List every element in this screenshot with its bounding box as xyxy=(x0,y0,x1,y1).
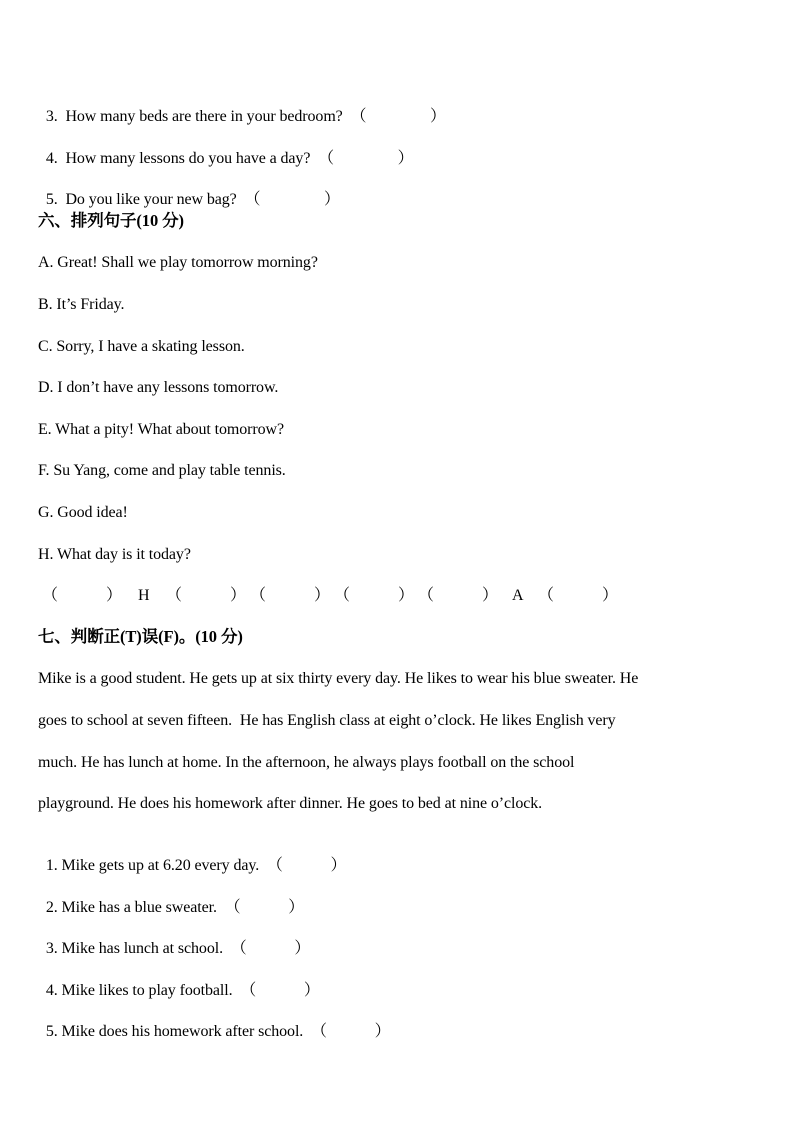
order-slot-4[interactable]: （ ） xyxy=(250,587,331,604)
order-slot-1[interactable]: （ ） xyxy=(42,587,123,604)
statement-2 xyxy=(38,878,304,918)
question-text: How many lessons do you have a day? xyxy=(65,150,311,167)
question-number: 3. xyxy=(45,108,58,125)
answer-blank[interactable]: （ ） xyxy=(240,982,320,999)
sentence-b: B. It’s Friday. xyxy=(38,296,125,313)
order-answer-row xyxy=(38,586,638,606)
statement-4 xyxy=(38,961,320,1001)
statement-1 xyxy=(38,836,346,876)
answer-blank[interactable]: （ ） xyxy=(266,857,347,874)
statement-text: 1. Mike gets up at 6.20 every day. xyxy=(45,857,260,874)
order-slot-2: H xyxy=(138,587,150,604)
sentence-a: A. Great! Shall we play tomorrow morning? xyxy=(38,254,318,271)
order-slot-8[interactable]: （ ） xyxy=(538,587,619,604)
statement-3 xyxy=(38,919,310,959)
order-slot-3[interactable]: （ ） xyxy=(166,587,247,604)
sentence-c: C. Sorry, I have a skating lesson. xyxy=(38,338,245,355)
passage-line-3: much. He has lunch at home. In the afternoon, he always plays football on the school xyxy=(38,754,575,771)
sentence-h: H. What day is it today? xyxy=(38,546,191,563)
section-7-heading: 七、判断正(T)误(F)。(10 分) xyxy=(38,627,243,646)
question-text: How many beds are there in your bedroom? xyxy=(65,108,343,125)
sentence-f: F. Su Yang, come and play table tennis. xyxy=(38,462,286,479)
statement-text: 5. Mike does his homework after school. xyxy=(45,1023,304,1040)
question-number: 4. xyxy=(45,150,58,167)
answer-blank[interactable]: （ ） xyxy=(224,899,305,916)
order-slot-6[interactable]: （ ） xyxy=(418,587,499,604)
passage-line-2: goes to school at seven fifteen. He has English class at eight o’clock. He likes English very xyxy=(38,712,616,729)
order-slot-5[interactable]: （ ） xyxy=(334,587,415,604)
sentence-g: G. Good idea! xyxy=(38,504,128,521)
question-5 xyxy=(38,170,340,210)
statement-text: 3. Mike has lunch at school. xyxy=(45,940,223,957)
answer-blank[interactable]: （ ） xyxy=(311,1023,391,1040)
question-4 xyxy=(38,129,414,169)
statement-text: 4. Mike likes to play football. xyxy=(45,982,233,999)
sentence-d: D. I don’t have any lessons tomorrow. xyxy=(38,379,279,396)
statement-text: 2. Mike has a blue sweater. xyxy=(45,899,217,916)
answer-blank[interactable]: （ ） xyxy=(318,150,414,167)
section-6-heading: 六、排列句子(10 分) xyxy=(38,211,184,230)
passage-line-1: Mike is a good student. He gets up at six thirty every day. He likes to wear his blue sweater. He xyxy=(38,670,639,687)
passage-line-4: playground. He does his homework after dinner. He goes to bed at nine o’clock. xyxy=(38,795,543,812)
order-slot-7: A xyxy=(512,587,524,604)
question-text: Do you like your new bag? xyxy=(65,191,237,208)
statement-5 xyxy=(38,1002,391,1042)
answer-blank[interactable]: （ ） xyxy=(350,108,446,125)
question-number: 5. xyxy=(45,191,58,208)
question-3 xyxy=(38,87,446,127)
answer-blank[interactable]: （ ） xyxy=(230,940,311,957)
sentence-e: E. What a pity! What about tomorrow? xyxy=(38,421,284,438)
answer-blank[interactable]: （ ） xyxy=(244,191,340,208)
